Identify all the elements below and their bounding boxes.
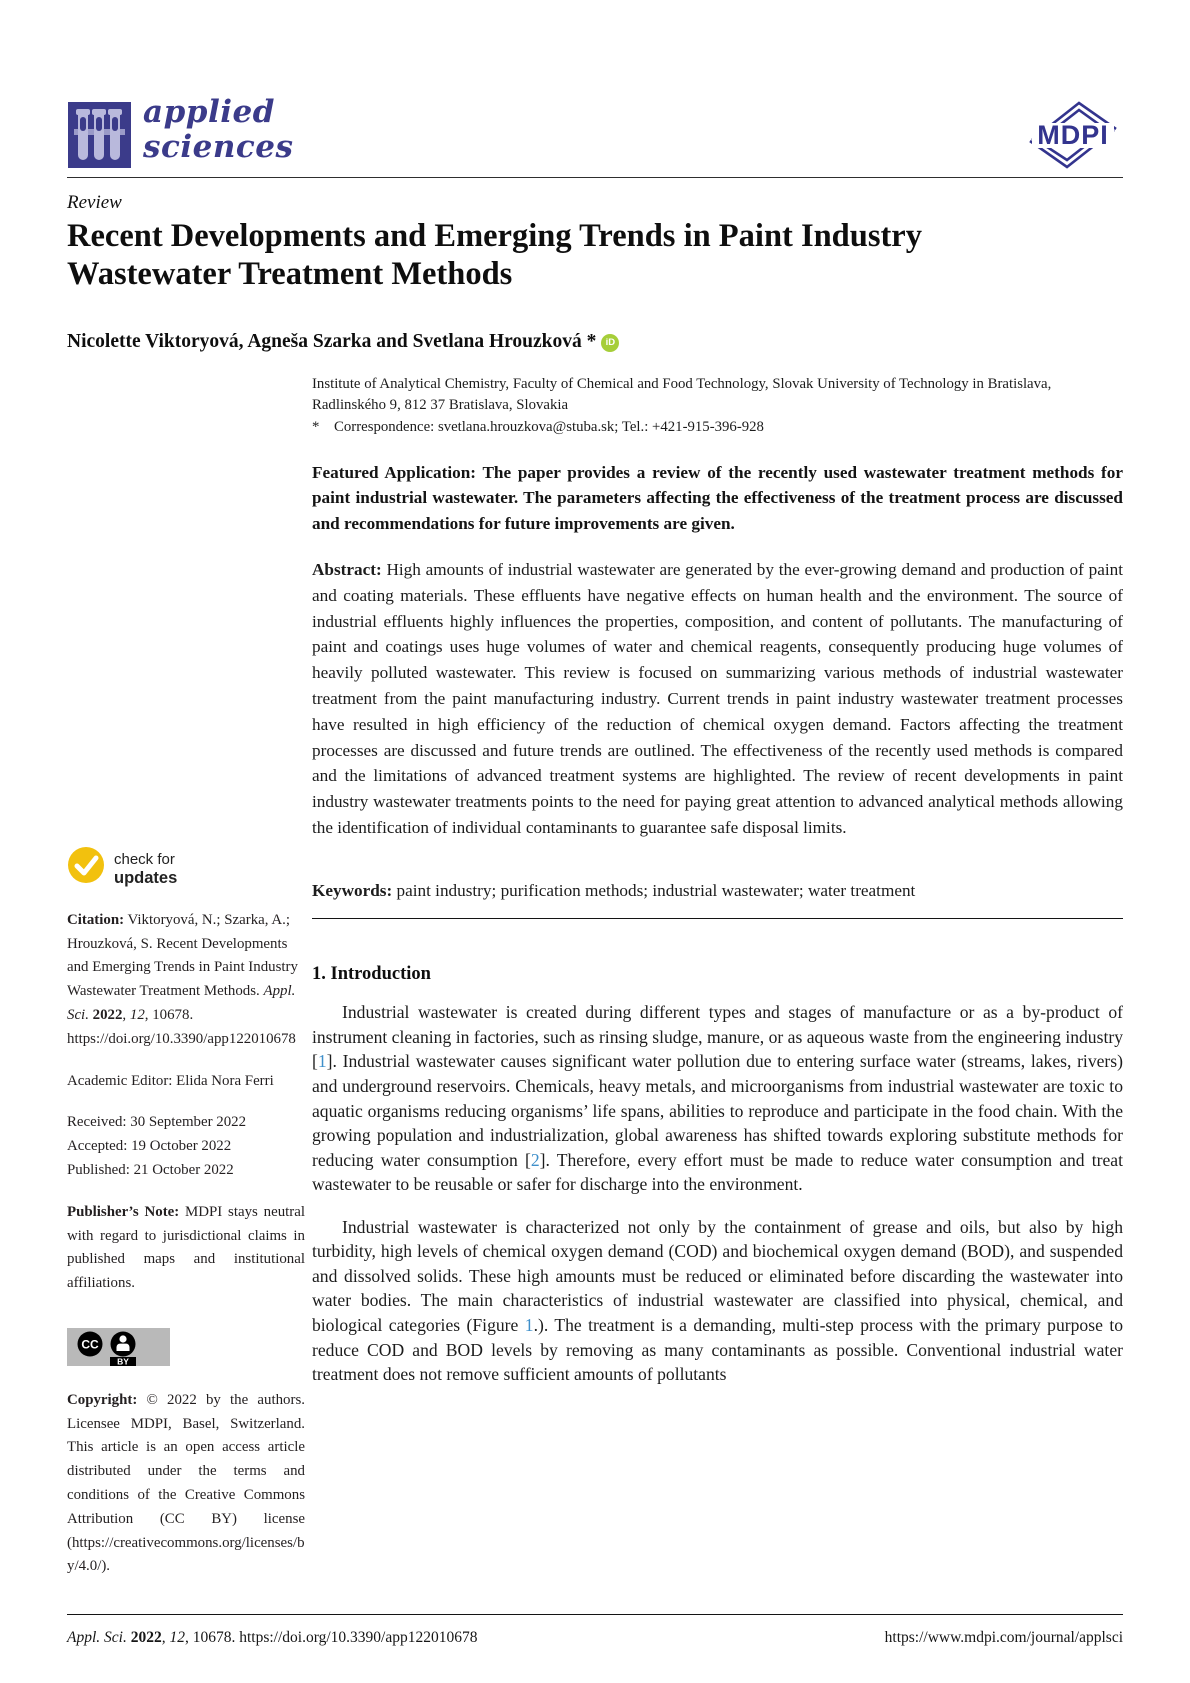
journal-name-line2: sciences	[143, 129, 294, 165]
copyright-text: © 2022 by the authors. Licensee MDPI, Basel, Switzerland. This article is an open access article distributed under the terms and conditions of the Creative Commons Attribution (CC BY) license (https://creativecommons.org/licenses/by/4.0/).	[67, 1391, 305, 1575]
article-meta-sidebar	[67, 846, 305, 1594]
citation-year: 2022	[92, 1006, 123, 1023]
mdpi-logo-icon	[1022, 96, 1124, 179]
footer-doi: , 10678. https://doi.org/10.3390/app122010678	[184, 1629, 478, 1646]
paragraph-text: Industrial wastewater is characterized not only by the containment of grease and oils, but also by high turbidity, high levels of chemical oxygen demand (COD) and biochemical oxygen demand (BOD), and suspended and dissolved solids. These high amounts must be reduced or eliminated before discarding the wastewater into water bodies. The main characteristics of industrial wastewater are classified into physical, chemical, and biological categories (Figure	[312, 1216, 1123, 1336]
cc-icon: CC	[81, 1337, 99, 1352]
publishers-note-label: Publisher’s Note:	[67, 1203, 180, 1220]
published-date: Published: 21 October 2022	[67, 1161, 234, 1178]
intro-paragraph-2	[312, 1215, 1123, 1387]
received-date: Received: 30 September 2022	[67, 1114, 247, 1131]
correspondence-line	[312, 417, 1123, 438]
paragraph-text: ]. Industrial wastewater causes significant water pollution due to entering surface water (streams, lakes, rivers) and underground reservoirs. Chemicals, heavy metals, and microorganisms from industrial wastewater are toxic to aquatic organisms reducing organisms’ life spans, abilities to reproduce and participate in the food chain. With the growing population and industrialization, global awareness has shifted towards exploring substitute methods for reducing water consumption [	[312, 1051, 1123, 1170]
correspondence-text: Correspondence: svetlana.hrouzkova@stuba.sk; Tel.: +421-915-396-928	[334, 419, 764, 435]
check-for-updates-button[interactable]	[67, 846, 305, 893]
footer-journal: Appl. Sci.	[67, 1629, 131, 1646]
journal-name	[143, 95, 293, 165]
page-footer	[67, 1629, 1123, 1647]
check-updates-line1: check for	[114, 851, 175, 869]
publishers-note	[67, 1201, 305, 1296]
keywords-text: paint industry; purification methods; industrial wastewater; water treatment	[396, 880, 916, 900]
footer-volume: , 12	[161, 1629, 185, 1646]
keywords-divider	[312, 918, 1123, 919]
paragraph-text: .). The treatment is a demanding, multi-step process with the primary purpose to reduce COD and BOD levels by removing as many contaminants as possible. Conventional industrial water treatment does not remove sufficient amounts of pollutants	[312, 1315, 1123, 1385]
journal-name-line1: applied	[143, 94, 275, 130]
footer-citation	[67, 1629, 477, 1647]
academic-editor: Academic Editor: Elida Nora Ferri	[67, 1072, 274, 1089]
crossmark-check-icon	[67, 846, 105, 893]
reference-link-2[interactable]: 2	[530, 1149, 540, 1170]
keywords	[312, 881, 1123, 901]
cc-by-license-badge	[67, 1328, 305, 1375]
abstract-label: Abstract:	[312, 560, 382, 579]
copyright-block	[67, 1389, 305, 1579]
by-label: BY	[117, 1356, 129, 1366]
citation-text: Viktoryová, N.; Szarka, A.; Hrouzková, S. Recent Developments and Emerging Trends in Paint Industry Wastewater Treatment Methods.	[67, 911, 298, 1000]
authors-line	[67, 331, 619, 353]
person-icon	[117, 1344, 130, 1351]
paragraph-text: Industrial wastewater is created during different types and stages of manufacture or as a by-product of instrument cleaning in factories, such as rinsing sludge, manure, or as aqueous waste from the engineering industry [	[312, 1002, 1123, 1072]
paragraph-text: ]. Therefore, every effort must be made to reduce water consumption and treat wastewater to be reusable or safer for discharge into the environment.	[312, 1149, 1123, 1195]
intro-paragraph-1	[312, 1000, 1123, 1197]
orcid-icon[interactable]: iD	[601, 334, 619, 352]
citation-label: Citation:	[67, 911, 125, 928]
footer-year: 2022	[130, 1629, 162, 1646]
correspondence-marker: *	[312, 419, 320, 435]
publishers-note-text: MDPI stays neutral with regard to jurisdictional claims in published maps and institutional affiliations.	[67, 1203, 305, 1292]
reference-link-1[interactable]: 1	[317, 1051, 327, 1072]
history-dates	[67, 1111, 305, 1182]
abstract-text: High amounts of industrial wastewater are generated by the ever-growing demand and production of paint and coating materials. These effluents have negative effects on human health and the environment. The source of industrial effluents highly influences the properties, composition, and content of pollutants. The manufacturing of paint and coatings uses huge volumes of water and chemical reagents, consequently producing huge volumes of heavily polluted wastewater. This review is focused on summarizing various methods of industrial wastewater treatment from the paint manufacturing industry. Current trends in paint industry wastewater treatment processes have resulted in high efficiency of the reduction of chemical oxygen demand. Factors affecting the treatment processes are discussed and future trends are outlined. The effectiveness of the recently used methods is compared and the limitations of advanced treatment systems are highlighted. The review of recent developments in paint industry wastewater treatments points to the need for paying great attention to advanced analytical methods allowing the identification of individual contaminants to guarantee safe disposal limits.	[312, 560, 1124, 837]
citation-volume: , 12	[122, 1006, 145, 1023]
page-title: Recent Developments and Emerging Trends in Paint Industry Wastewater Treatment Methods	[67, 218, 922, 292]
keywords-label: Keywords:	[312, 880, 393, 900]
footer-divider	[67, 1614, 1123, 1615]
featured-text: The paper provides a review of the recently used wastewater treatment methods for paint industrial wastewater. The parameters affecting the effectiveness of the treatment process are discussed and recommendations for future improvements are given.	[312, 462, 1123, 533]
copyright-label: Copyright:	[67, 1391, 138, 1408]
article-type-label: Review	[67, 192, 122, 213]
featured-label: Featured Application:	[312, 462, 476, 482]
applied-sciences-logo-icon	[68, 102, 131, 173]
article-body-column	[312, 374, 1123, 1404]
mdpi-logo-text: MDPI	[1037, 120, 1109, 150]
accepted-date: Accepted: 19 October 2022	[67, 1138, 232, 1155]
authors-text: Nicolette Viktoryová, Agneša Szarka and Svetlana Hrouzková *	[67, 331, 597, 352]
featured-application	[312, 460, 1123, 537]
section-heading-introduction: 1. Introduction	[312, 963, 431, 984]
citation-journal: Appl. Sci.	[67, 983, 296, 1023]
affiliation: Institute of Analytical Chemistry, Faculty of Chemical and Food Technology, Slovak University of Technology in Bratislava, Radlinského 9, 812 37 Bratislava, Slovakia	[312, 376, 1052, 413]
citation-block	[67, 909, 305, 1052]
header-divider	[67, 177, 1123, 178]
figure-1-link[interactable]: 1	[524, 1315, 534, 1336]
check-updates-line2: updates	[114, 869, 178, 888]
citation-doi: , 10678. https://doi.org/10.3390/app122010678	[67, 1006, 296, 1047]
abstract	[312, 557, 1123, 841]
footer-journal-url: https://www.mdpi.com/journal/applsci	[884, 1629, 1123, 1646]
